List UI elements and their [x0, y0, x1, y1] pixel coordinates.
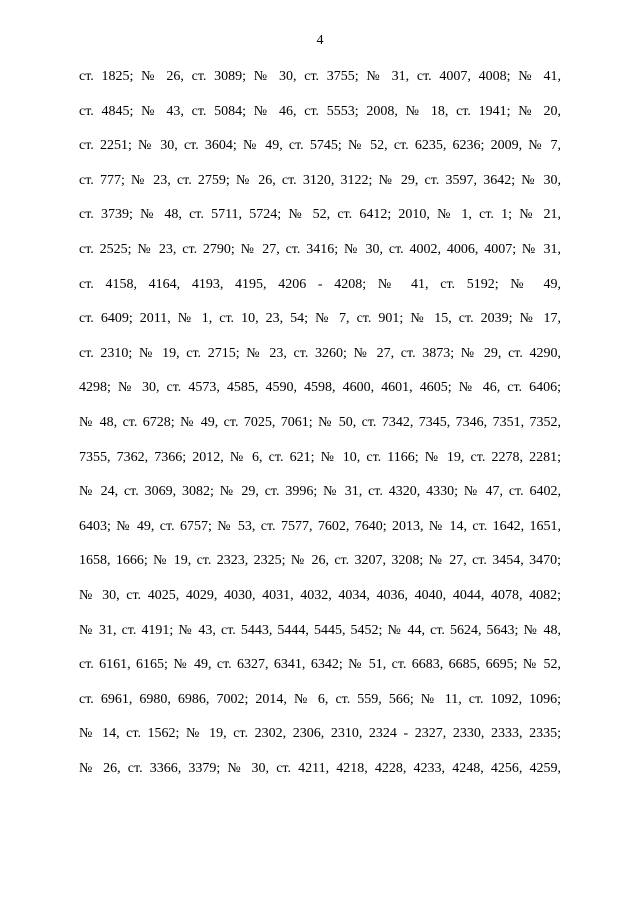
- text-line: № 30, ст. 4025, 4029, 4030, 4031, 4032, 4034, 4036, 4040, 4044, 4078, 4082;: [79, 587, 561, 603]
- text-line: ст. 6161, 6165; № 49, ст. 6327, 6341, 6342; № 51, ст. 6683, 6685, 6695; № 52,: [79, 657, 561, 673]
- text-line: ст. 4158, 4164, 4193, 4195, 4206 - 4208; № 41, ст. 5192; № 49,: [79, 276, 561, 292]
- page-number: 4: [316, 33, 324, 48]
- text-line: ст. 2525; № 23, ст. 2790; № 27, ст. 3416; № 30, ст. 4002, 4006, 4007; № 31,: [79, 241, 561, 257]
- text-line: ст. 2251; № 30, ст. 3604; № 49, ст. 5745; № 52, ст. 6235, 6236; 2009, № 7,: [79, 138, 561, 154]
- text-line: № 31, ст. 4191; № 43, ст. 5443, 5444, 5445, 5452; № 44, ст. 5624, 5643; № 48,: [79, 622, 561, 638]
- text-line: ст. 6961, 6980, 6986, 7002; 2014, № 6, ст. 559, 566; № 11, ст. 1092, 1096;: [79, 691, 561, 707]
- text-line: № 48, ст. 6728; № 49, ст. 7025, 7061; № 50, ст. 7342, 7345, 7346, 7351, 7352,: [79, 414, 561, 430]
- text-line: 4298; № 30, ст. 4573, 4585, 4590, 4598, 4600, 4601, 4605; № 46, ст. 6406;: [79, 380, 561, 396]
- text-line: 7355, 7362, 7366; 2012, № 6, ст. 621; № 10, ст. 1166; № 19, ст. 2278, 2281;: [79, 449, 561, 465]
- text-line: 6403; № 49, ст. 6757; № 53, ст. 7577, 7602, 7640; 2013, № 14, ст. 1642, 1651,: [79, 518, 561, 534]
- text-line: № 24, ст. 3069, 3082; № 29, ст. 3996; № 31, ст. 4320, 4330; № 47, ст. 6402,: [79, 484, 561, 500]
- text-line: ст. 777; № 23, ст. 2759; № 26, ст. 3120, 3122; № 29, ст. 3597, 3642; № 30,: [79, 172, 561, 188]
- text-line: ст. 1825; № 26, ст. 3089; № 30, ст. 3755; № 31, ст. 4007, 4008; № 41,: [79, 69, 561, 84]
- text-line: ст. 4845; № 43, ст. 5084; № 46, ст. 5553; 2008, № 18, ст. 1941; № 20,: [79, 103, 561, 119]
- text-line: ст. 6409; 2011, № 1, ст. 10, 23, 54; № 7, ст. 901; № 15, ст. 2039; № 17,: [79, 311, 561, 327]
- text-line: ст. 2310; № 19, ст. 2715; № 23, ст. 3260; № 27, ст. 3873; № 29, ст. 4290,: [79, 345, 561, 361]
- body-text: [79, 66, 561, 792]
- text-line: ст. 3739; № 48, ст. 5711, 5724; № 52, ст. 6412; 2010, № 1, ст. 1; № 21,: [79, 207, 561, 223]
- text-line: № 14, ст. 1562; № 19, ст. 2302, 2306, 2310, 2324 - 2327, 2330, 2333, 2335;: [79, 726, 561, 742]
- text-line: № 26, ст. 3366, 3379; № 30, ст. 4211, 4218, 4228, 4233, 4248, 4256, 4259,: [79, 760, 561, 776]
- text-line: 1658, 1666; № 19, ст. 2323, 2325; № 26, ст. 3207, 3208; № 27, ст. 3454, 3470;: [79, 553, 561, 569]
